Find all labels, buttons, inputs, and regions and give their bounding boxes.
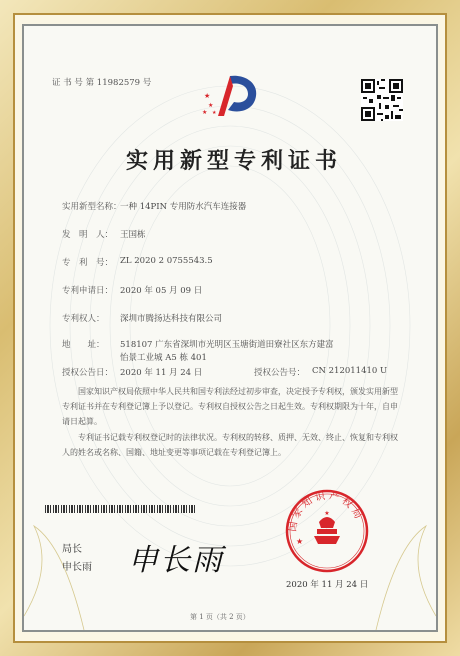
svg-text:★: ★ (202, 110, 208, 116)
svg-text:国家知识产权局: 国家知识产权局 (287, 490, 365, 533)
field-label-application-date: 专利申请日： (62, 286, 114, 296)
field-value-name: 一种 14PIN 专用防水汽车连接器 (120, 202, 247, 212)
field-value-address-line1: 518107 广东省深圳市光明区玉塘街道田寮社区东方建富 (120, 340, 334, 350)
seal-text (284, 488, 370, 574)
certificate-title: 实用新型专利证书 (126, 148, 343, 174)
svg-text:★: ★ (208, 103, 214, 109)
field-value-application-date: 2020 年 05 月 09 日 (120, 286, 203, 296)
field-label-address: 地 址： (62, 340, 105, 350)
director-name: 申长雨 (62, 562, 92, 573)
page-footer: 第 1 页（共 2 页） (190, 613, 250, 621)
seal-date: 2020 年 11 月 24 日 (286, 580, 369, 590)
director-signature: 申长雨 (128, 543, 224, 578)
svg-text:★: ★ (324, 511, 330, 517)
cnipa-logo (200, 72, 262, 120)
field-value-patentee: 深圳市腾扬达科技有限公司 (120, 314, 223, 324)
field-label-patent-number: 专 利 号： (62, 258, 114, 268)
grant-date-value: 2020 年 11 月 24 日 (120, 368, 203, 378)
grant-number-label: 授权公告号： (254, 368, 306, 378)
svg-text:★: ★ (296, 537, 304, 546)
field-value-address-line2: 怡景工业城 A5 栋 401 (120, 353, 207, 363)
director-title: 局长 (62, 544, 82, 555)
field-label-inventor: 发 明 人： (62, 230, 114, 240)
svg-text:★: ★ (204, 92, 211, 100)
field-value-inventor: 王国栋 (120, 230, 146, 240)
grant-number-value: CN 212011410 U (312, 366, 388, 376)
svg-text:★: ★ (212, 111, 217, 116)
grant-statement-paragraph: 国家知识产权局依照中华人民共和国专利法经过初步审查，决定授予专利权，颁发实用新型专利证书并在专利登记簿上予以登记。专利权自授权公告之日起生效。专利权期限为十年，自申请日起算。 (62, 387, 398, 426)
field-label-name: 实用新型名称： (62, 202, 122, 212)
barcode (45, 505, 195, 513)
field-label-patentee: 专利权人： (62, 314, 105, 324)
grant-date-label: 授权公告日： (62, 368, 114, 378)
field-value-patent-number: ZL 2020 2 0755543.5 (120, 256, 213, 266)
certificate-number: 证 书 号 第 11982579 号 (52, 78, 152, 88)
qr-code (361, 79, 403, 121)
legal-status-paragraph: 专利证书记载专利权登记时的法律状况。专利权的转移、质押、无效、终止、恢复和专利权人的姓名或名称、国籍、地址变更等事项记载在专利登记簿上。 (62, 433, 398, 457)
